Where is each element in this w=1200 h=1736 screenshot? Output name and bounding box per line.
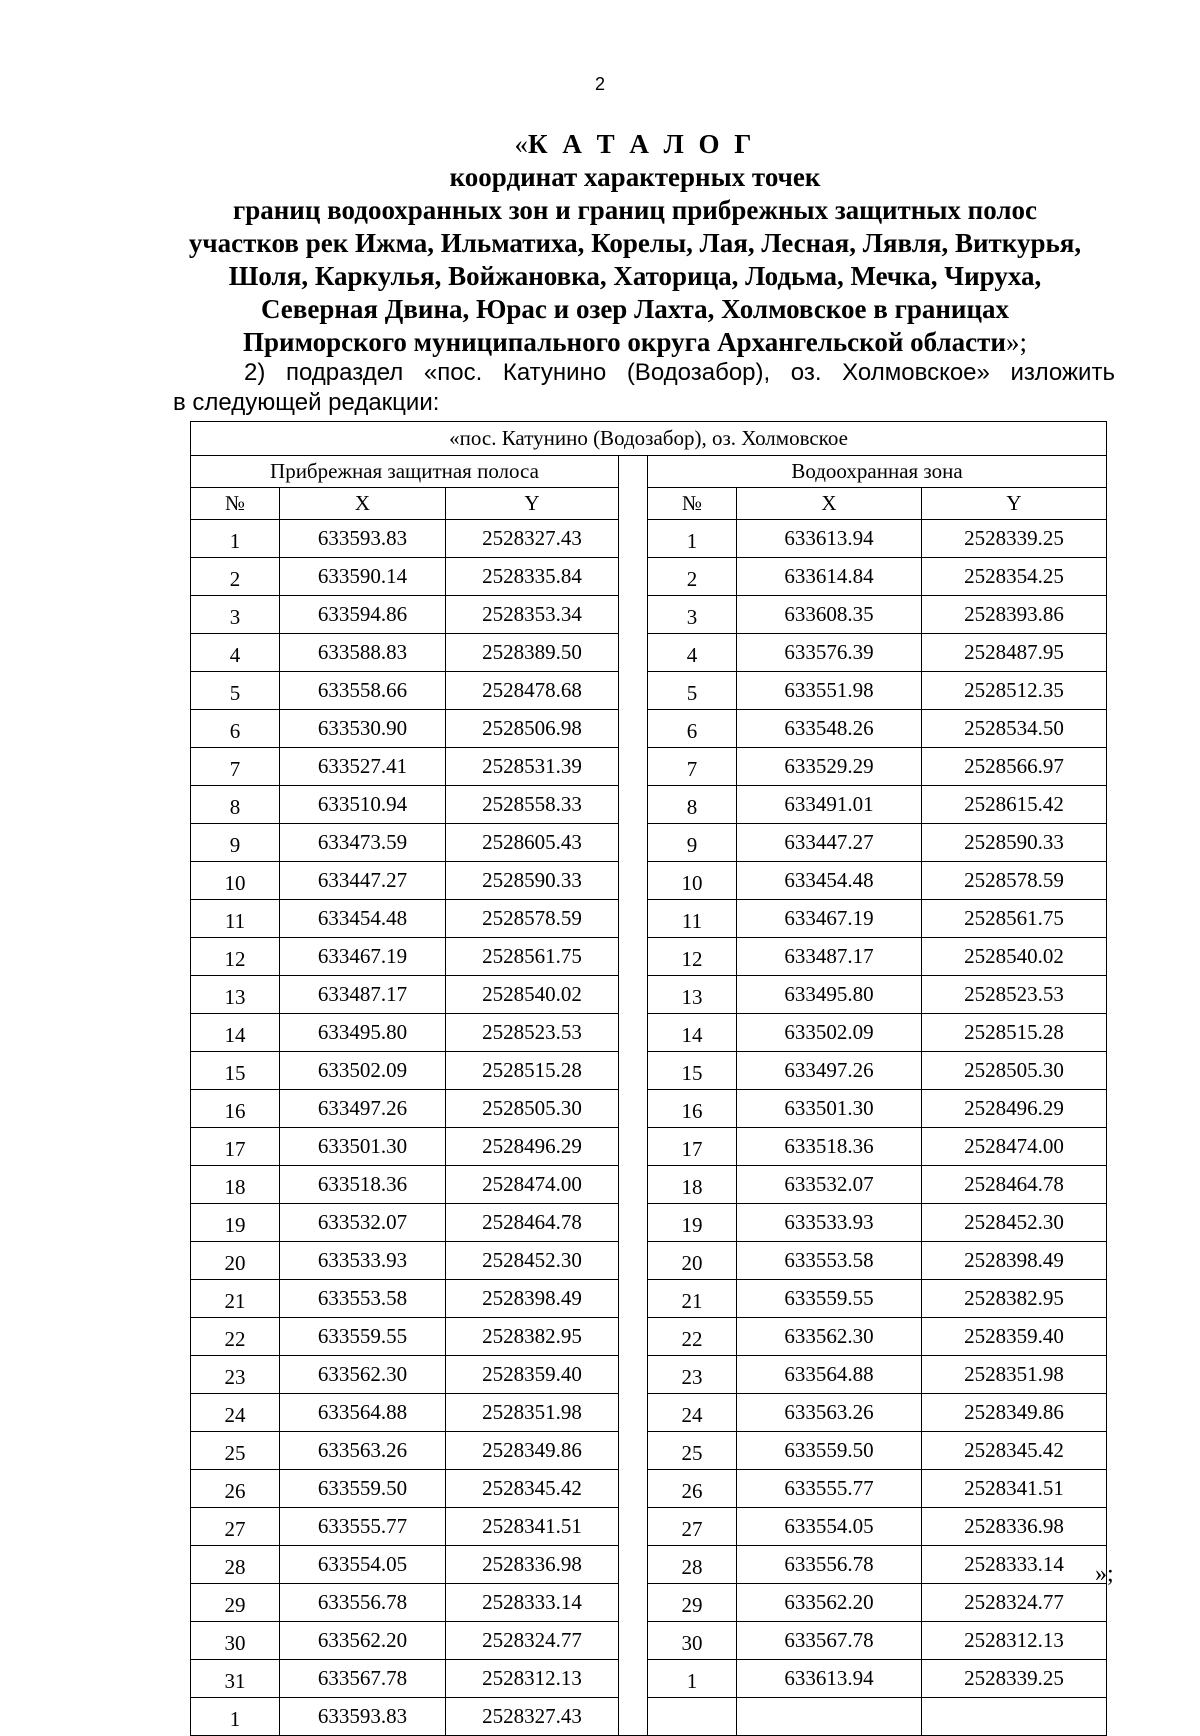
- table-row: [191, 1508, 1107, 1546]
- left-y-value: 2528523.53: [446, 1014, 619, 1052]
- right-y-value: 2528474.00: [922, 1128, 1107, 1166]
- right-y-value: 2528345.42: [922, 1432, 1107, 1470]
- right-y-value: 2528339.25: [922, 1660, 1107, 1698]
- right-y-value: 2528505.30: [922, 1052, 1107, 1090]
- right-y-value: 2528324.77: [922, 1584, 1107, 1622]
- right-point-number: 27: [648, 1508, 737, 1546]
- table-row: [191, 672, 1107, 710]
- right-point-number: 6: [648, 710, 737, 748]
- left-point-number: 23: [191, 1356, 280, 1394]
- right-point-number: 29: [648, 1584, 737, 1622]
- left-y-value: 2528312.13: [446, 1660, 619, 1698]
- left-point-number: 27: [191, 1508, 280, 1546]
- right-col-num-header: №: [648, 488, 737, 520]
- intro-word: (Водозабор),: [626, 359, 771, 386]
- left-y-value: 2528531.39: [446, 748, 619, 786]
- table-row: [191, 558, 1107, 596]
- left-point-number: 19: [191, 1204, 280, 1242]
- heading-line-7: [165, 326, 1105, 359]
- right-x-value: 633533.93: [737, 1204, 922, 1242]
- table-row: [191, 520, 1107, 558]
- right-point-number: 28: [648, 1546, 737, 1584]
- heading-line-7-text: Приморского муниципального округа Архангельской области: [243, 327, 1006, 357]
- left-point-number: 12: [191, 938, 280, 976]
- left-point-number: 5: [191, 672, 280, 710]
- table-row: [191, 1280, 1107, 1318]
- left-y-value: 2528578.59: [446, 900, 619, 938]
- table-row: [191, 1698, 1107, 1736]
- intro-line-1: [173, 358, 1115, 388]
- heading-line-6: Северная Двина, Юрас и озер Лахта, Холмовское в границах: [260, 294, 1010, 324]
- right-point-number: 1: [648, 1660, 737, 1698]
- right-x-value: 633502.09: [737, 1014, 922, 1052]
- right-y-value: 2528354.25: [922, 558, 1107, 596]
- left-x-value: 633530.90: [280, 710, 446, 748]
- right-y-value: 2528398.49: [922, 1242, 1107, 1280]
- right-x-value: 633559.50: [737, 1432, 922, 1470]
- table-row: [191, 1204, 1107, 1242]
- right-y-value: 2528566.97: [922, 748, 1107, 786]
- left-y-value: 2528327.43: [446, 1698, 619, 1736]
- table-row: [191, 1394, 1107, 1432]
- right-y-value: 2528515.28: [922, 1014, 1107, 1052]
- right-x-value: 633497.26: [737, 1052, 922, 1090]
- left-y-value: 2528506.98: [446, 710, 619, 748]
- left-y-value: 2528389.50: [446, 634, 619, 672]
- right-y-value: 2528336.98: [922, 1508, 1107, 1546]
- right-point-number: 30: [648, 1622, 737, 1660]
- right-section-header: Водоохранная зона: [648, 456, 1107, 488]
- left-y-value: 2528345.42: [446, 1470, 619, 1508]
- right-point-number: 11: [648, 900, 737, 938]
- left-x-value: 633559.50: [280, 1470, 446, 1508]
- table-row: [191, 786, 1107, 824]
- right-x-value: 633495.80: [737, 976, 922, 1014]
- left-point-number: 6: [191, 710, 280, 748]
- left-x-value: 633487.17: [280, 976, 446, 1014]
- right-point-number: 1: [648, 520, 737, 558]
- right-point-number: 15: [648, 1052, 737, 1090]
- right-x-value: 633567.78: [737, 1622, 922, 1660]
- right-x-value: 633555.77: [737, 1470, 922, 1508]
- right-point-number: 10: [648, 862, 737, 900]
- table-title-row: [191, 422, 1107, 456]
- right-y-value: 2528534.50: [922, 710, 1107, 748]
- left-point-number: 26: [191, 1470, 280, 1508]
- left-point-number: 13: [191, 976, 280, 1014]
- table-row: [191, 748, 1107, 786]
- left-x-value: 633502.09: [280, 1052, 446, 1090]
- right-point-number: 18: [648, 1166, 737, 1204]
- left-x-value: 633593.83: [280, 520, 446, 558]
- left-y-value: 2528341.51: [446, 1508, 619, 1546]
- left-y-value: 2528335.84: [446, 558, 619, 596]
- right-x-value: 633491.01: [737, 786, 922, 824]
- right-y-value: 2528333.14: [922, 1546, 1107, 1584]
- right-col-y-header: Y: [922, 488, 1107, 520]
- right-point-number: 7: [648, 748, 737, 786]
- table-row: [191, 1356, 1107, 1394]
- intro-paragraph: [173, 358, 1115, 418]
- left-point-number: 8: [191, 786, 280, 824]
- right-point-number: 17: [648, 1128, 737, 1166]
- right-point-number: 23: [648, 1356, 737, 1394]
- left-point-number: 29: [191, 1584, 280, 1622]
- intro-word: «пос.: [423, 359, 483, 386]
- intro-word: изложить: [1010, 359, 1115, 386]
- left-point-number: 2: [191, 558, 280, 596]
- right-x-value: 633562.20: [737, 1584, 922, 1622]
- right-x-value: 633501.30: [737, 1090, 922, 1128]
- left-section-header: Прибрежная защитная полоса: [191, 456, 619, 488]
- table-row: [191, 1052, 1107, 1090]
- right-x-value: 633614.84: [737, 558, 922, 596]
- right-x-value: 633563.26: [737, 1394, 922, 1432]
- left-point-number: 25: [191, 1432, 280, 1470]
- left-y-value: 2528333.14: [446, 1584, 619, 1622]
- right-x-value: 633554.05: [737, 1508, 922, 1546]
- right-x-value: 633562.30: [737, 1318, 922, 1356]
- table-row: [191, 1584, 1107, 1622]
- right-y-value: 2528590.33: [922, 824, 1107, 862]
- heading-line-2: координат характерных точек: [449, 162, 821, 192]
- table-row: [191, 1128, 1107, 1166]
- table-row: [191, 1014, 1107, 1052]
- right-x-value: 633551.98: [737, 672, 922, 710]
- right-point-number: 12: [648, 938, 737, 976]
- left-y-value: 2528540.02: [446, 976, 619, 1014]
- left-point-number: 20: [191, 1242, 280, 1280]
- left-y-value: 2528452.30: [446, 1242, 619, 1280]
- right-y-value: 2528561.75: [922, 900, 1107, 938]
- right-point-number: 24: [648, 1394, 737, 1432]
- left-y-value: 2528336.98: [446, 1546, 619, 1584]
- left-point-number: 31: [191, 1660, 280, 1698]
- left-point-number: 24: [191, 1394, 280, 1432]
- right-y-value: [922, 1698, 1107, 1736]
- table-row: [191, 976, 1107, 1014]
- left-y-value: 2528515.28: [446, 1052, 619, 1090]
- right-x-value: 633613.94: [737, 520, 922, 558]
- left-point-number: 14: [191, 1014, 280, 1052]
- right-point-number: 3: [648, 596, 737, 634]
- left-x-value: 633467.19: [280, 938, 446, 976]
- left-x-value: 633588.83: [280, 634, 446, 672]
- right-point-number: 4: [648, 634, 737, 672]
- intro-word: подраздел: [285, 359, 404, 386]
- right-y-value: 2528523.53: [922, 976, 1107, 1014]
- left-y-value: 2528359.40: [446, 1356, 619, 1394]
- right-point-number: [648, 1698, 737, 1736]
- left-point-number: 4: [191, 634, 280, 672]
- left-y-value: 2528561.75: [446, 938, 619, 976]
- right-x-value: 633529.29: [737, 748, 922, 786]
- intro-word: 2): [244, 359, 266, 386]
- right-y-value: 2528452.30: [922, 1204, 1107, 1242]
- table-separator-column: [619, 456, 648, 1736]
- right-y-value: 2528487.95: [922, 634, 1107, 672]
- left-y-value: 2528505.30: [446, 1090, 619, 1128]
- left-y-value: 2528558.33: [446, 786, 619, 824]
- left-x-value: 633554.05: [280, 1546, 446, 1584]
- left-x-value: 633562.20: [280, 1622, 446, 1660]
- left-y-value: 2528382.95: [446, 1318, 619, 1356]
- right-x-value: [737, 1698, 922, 1736]
- table-row: [191, 862, 1107, 900]
- right-point-number: 19: [648, 1204, 737, 1242]
- table-title: «пос. Катунино (Водозабор), оз. Холмовское: [191, 422, 1107, 456]
- table-row: [191, 1660, 1107, 1698]
- right-point-number: 20: [648, 1242, 737, 1280]
- left-x-value: 633454.48: [280, 900, 446, 938]
- table-row: [191, 1546, 1107, 1584]
- left-y-value: 2528478.68: [446, 672, 619, 710]
- left-x-value: 633556.78: [280, 1584, 446, 1622]
- left-point-number: 7: [191, 748, 280, 786]
- right-point-number: 25: [648, 1432, 737, 1470]
- right-x-value: 633467.19: [737, 900, 922, 938]
- right-point-number: 13: [648, 976, 737, 1014]
- left-point-number: 21: [191, 1280, 280, 1318]
- left-y-value: 2528349.86: [446, 1432, 619, 1470]
- right-x-value: 633608.35: [737, 596, 922, 634]
- table-row: [191, 1318, 1107, 1356]
- intro-word: оз.: [790, 359, 822, 386]
- left-x-value: 633594.86: [280, 596, 446, 634]
- table-row: [191, 900, 1107, 938]
- right-x-value: 633559.55: [737, 1280, 922, 1318]
- right-point-number: 9: [648, 824, 737, 862]
- left-point-number: 15: [191, 1052, 280, 1090]
- page-number: 2: [594, 74, 605, 94]
- left-x-value: 633533.93: [280, 1242, 446, 1280]
- left-point-number: 18: [191, 1166, 280, 1204]
- left-x-value: 633567.78: [280, 1660, 446, 1698]
- left-x-value: 633558.66: [280, 672, 446, 710]
- right-y-value: 2528349.86: [922, 1394, 1107, 1432]
- intro-word: Холмовское»: [842, 359, 990, 386]
- table-row: [191, 1622, 1107, 1660]
- table-row: [191, 1166, 1107, 1204]
- right-point-number: 16: [648, 1090, 737, 1128]
- left-point-number: 1: [191, 520, 280, 558]
- right-y-value: 2528393.86: [922, 596, 1107, 634]
- left-point-number: 30: [191, 1622, 280, 1660]
- left-y-value: 2528496.29: [446, 1128, 619, 1166]
- right-x-value: 633553.58: [737, 1242, 922, 1280]
- close-quote: »;: [1005, 327, 1027, 357]
- left-x-value: 633555.77: [280, 1508, 446, 1546]
- table-row: [191, 1470, 1107, 1508]
- right-x-value: 633564.88: [737, 1356, 922, 1394]
- right-y-value: 2528540.02: [922, 938, 1107, 976]
- intro-word: Катунино: [502, 359, 607, 386]
- left-x-value: 633532.07: [280, 1204, 446, 1242]
- left-x-value: 633590.14: [280, 558, 446, 596]
- left-point-number: 16: [191, 1090, 280, 1128]
- left-x-value: 633447.27: [280, 862, 446, 900]
- heading-line-3: границ водоохранных зон и границ прибрежных защитных полос: [232, 195, 1038, 225]
- left-y-value: 2528474.00: [446, 1166, 619, 1204]
- left-point-number: 17: [191, 1128, 280, 1166]
- left-col-num-header: №: [191, 488, 280, 520]
- right-y-value: 2528578.59: [922, 862, 1107, 900]
- right-x-value: 633576.39: [737, 634, 922, 672]
- right-y-value: 2528512.35: [922, 672, 1107, 710]
- left-col-y-header: Y: [446, 488, 619, 520]
- right-x-value: 633613.94: [737, 1660, 922, 1698]
- left-y-value: 2528590.33: [446, 862, 619, 900]
- table-row: [191, 710, 1107, 748]
- left-y-value: 2528327.43: [446, 520, 619, 558]
- right-y-value: 2528464.78: [922, 1166, 1107, 1204]
- table-row: [191, 938, 1107, 976]
- heading-line-1: [165, 128, 1105, 161]
- right-x-value: 633447.27: [737, 824, 922, 862]
- table-row: [191, 596, 1107, 634]
- left-point-number: 3: [191, 596, 280, 634]
- right-x-value: 633487.17: [737, 938, 922, 976]
- left-y-value: 2528324.77: [446, 1622, 619, 1660]
- left-y-value: 2528464.78: [446, 1204, 619, 1242]
- left-x-value: 633518.36: [280, 1166, 446, 1204]
- section-header-row: [191, 456, 1107, 488]
- left-x-value: 633564.88: [280, 1394, 446, 1432]
- right-point-number: 22: [648, 1318, 737, 1356]
- right-y-value: 2528339.25: [922, 520, 1107, 558]
- catalog-word: К А Т А Л О Г: [528, 129, 756, 159]
- right-col-x-header: X: [737, 488, 922, 520]
- right-y-value: 2528312.13: [922, 1622, 1107, 1660]
- heading-line-5: Шоля, Каркулья, Войжановка, Хаторица, Лодьма, Мечка, Чируха,: [228, 261, 1042, 291]
- left-y-value: 2528398.49: [446, 1280, 619, 1318]
- left-x-value: 633495.80: [280, 1014, 446, 1052]
- left-x-value: 633559.55: [280, 1318, 446, 1356]
- table-row: [191, 1090, 1107, 1128]
- right-x-value: 633548.26: [737, 710, 922, 748]
- left-x-value: 633527.41: [280, 748, 446, 786]
- left-x-value: 633473.59: [280, 824, 446, 862]
- left-x-value: 633563.26: [280, 1432, 446, 1470]
- table-row: [191, 1242, 1107, 1280]
- left-point-number: 1: [191, 1698, 280, 1736]
- right-y-value: 2528615.42: [922, 786, 1107, 824]
- left-x-value: 633553.58: [280, 1280, 446, 1318]
- left-col-x-header: X: [280, 488, 446, 520]
- left-point-number: 9: [191, 824, 280, 862]
- left-point-number: 22: [191, 1318, 280, 1356]
- left-x-value: 633497.26: [280, 1090, 446, 1128]
- right-x-value: 633518.36: [737, 1128, 922, 1166]
- right-y-value: 2528359.40: [922, 1318, 1107, 1356]
- right-x-value: 633454.48: [737, 862, 922, 900]
- right-y-value: 2528382.95: [922, 1280, 1107, 1318]
- right-point-number: 5: [648, 672, 737, 710]
- open-quote: «: [514, 129, 529, 159]
- left-point-number: 10: [191, 862, 280, 900]
- right-y-value: 2528341.51: [922, 1470, 1107, 1508]
- left-x-value: 633501.30: [280, 1128, 446, 1166]
- column-header-row: [191, 488, 1107, 520]
- right-x-value: 633556.78: [737, 1546, 922, 1584]
- intro-line-2: в следующей редакции:: [173, 389, 440, 416]
- table-row: [191, 824, 1107, 862]
- right-point-number: 14: [648, 1014, 737, 1052]
- left-y-value: 2528353.34: [446, 596, 619, 634]
- left-y-value: 2528605.43: [446, 824, 619, 862]
- heading-line-4: участков рек Ижма, Ильматиха, Корелы, Лая, Лесная, Лявля, Виткурья,: [188, 228, 1082, 258]
- right-point-number: 26: [648, 1470, 737, 1508]
- left-point-number: 28: [191, 1546, 280, 1584]
- left-x-value: 633562.30: [280, 1356, 446, 1394]
- right-y-value: 2528496.29: [922, 1090, 1107, 1128]
- right-y-value: 2528351.98: [922, 1356, 1107, 1394]
- coordinates-table: [190, 421, 1107, 1736]
- right-point-number: 2: [648, 558, 737, 596]
- right-point-number: 8: [648, 786, 737, 824]
- left-x-value: 633510.94: [280, 786, 446, 824]
- table-row: [191, 1432, 1107, 1470]
- left-y-value: 2528351.98: [446, 1394, 619, 1432]
- closing-quote: »;: [1095, 1561, 1114, 1587]
- left-point-number: 11: [191, 900, 280, 938]
- right-point-number: 21: [648, 1280, 737, 1318]
- right-x-value: 633532.07: [737, 1166, 922, 1204]
- catalog-heading: [165, 128, 1105, 359]
- left-x-value: 633593.83: [280, 1698, 446, 1736]
- table-row: [191, 634, 1107, 672]
